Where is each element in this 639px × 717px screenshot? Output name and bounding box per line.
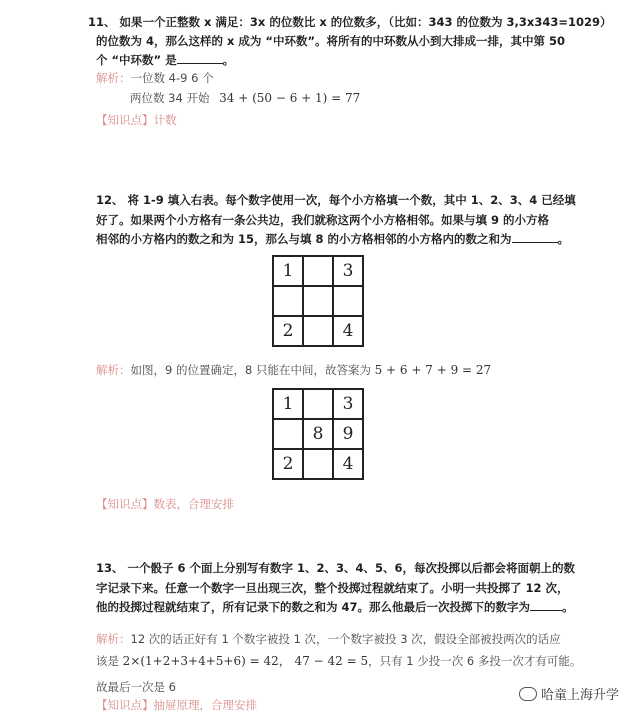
analysis-text: 两位数 34 开始 [130,91,210,105]
q13-line2: 字记录下来。任意一个数字一旦出现三次，整个投掷过程就结束了。小明一共投掷了 12 次， [96,581,569,595]
q11-line3: 个 “中环数” 是 。 [96,53,235,67]
wechat-icon [519,687,537,701]
kp-text: 抽屉原理，合理安排 [153,698,257,712]
q11-analysis-line2 [130,90,360,106]
kp-text: 数表，合理安排 [153,497,234,511]
number-grid-solution [272,388,364,480]
grid-cell: 4 [333,449,363,479]
grid-cell [303,286,333,316]
q13-line3-text: 他的投掷过程就结束了，所有记录下的数之和为 47。那么他最后一次投掷下的数字为 [96,600,531,614]
grid-cell: 1 [273,256,303,286]
analysis-text: 如图，9 的位置确定，8 只能在中间，故答案为 [130,363,371,377]
q12-line3-text: 相邻的小方格内的数之和为 15，那么与填 8 的小方格相邻的小方格内的数之和为 [96,232,512,246]
q13-analysis-line2 [96,652,581,669]
grid-cell [303,389,333,419]
q13-line1: 13、 一个骰子 6 个面上分别写有数字 1、2、3、4、5、6，每次投掷以后都会将面朝上的数 [96,561,576,575]
q12-line1: 12、 将 1-9 填入右表。每个数字使用一次，每个小方格填一个数，其中 1、2、3、4 已经填 [96,193,576,207]
grid-cell: 2 [273,449,303,479]
grid-cell [273,286,303,316]
kp-label: 【知识点】 [96,113,154,127]
q12-line2: 好了。如果两个小方格有一条公共边，我们就称这两个小方格相邻。如果与填 9 的小方格 [96,213,550,227]
watermark [519,684,619,703]
number-grid-question [272,255,364,347]
analysis-text: 12 次的话正好有 1 个数字被投 1 次，一个数字被投 3 次，假设全部被投两次的话应 [130,632,561,646]
kp-label: 【知识点】 [96,497,154,511]
q13-line3: 他的投掷过程就结束了，所有记录下的数之和为 47。那么他最后一次投掷下的数字为 。 [96,600,574,614]
grid-cell [273,419,303,449]
analysis-label: 解析： [96,71,131,85]
q12-knowledge-point [96,496,234,512]
grid-cell [303,449,333,479]
analysis-math: 5 + 6 + 7 + 9 = 27 [374,363,492,377]
grid-cell: 3 [333,389,363,419]
analysis-text: ，只有 1 少投一次 6 多投一次才有可能。 [368,654,582,668]
grid-cell: 8 [303,419,333,449]
watermark-text: 哈童上海升学 [540,688,619,703]
kp-text: 计数 [153,113,177,127]
analysis-math: 2×(1+2+3+4+5+6) = 42， 47 − 42 = 5 [122,654,369,668]
q11-line1: 11、 如果一个正整数 x 满足：3x 的位数比 x 的位数多，（比如：343 的位数为 3,3x343=1029） [88,15,612,29]
grid-cell: 2 [273,316,303,346]
q11-analysis [96,70,214,86]
grid-cell [333,286,363,316]
analysis-label: 解析： [96,363,131,377]
analysis-math: 34 + (50 − 6 + 1) = 77 [219,91,361,105]
q12-line3: 相邻的小方格内的数之和为 15，那么与填 8 的小方格相邻的小方格内的数之和为 。 [96,232,570,246]
grid-cell [303,256,333,286]
q13-analysis [96,631,561,647]
q13-conclusion: 故最后一次是 6 [96,680,176,694]
answer-blank [177,53,223,64]
q12-analysis [96,362,491,378]
answer-blank [530,600,562,611]
q11-line2: 的位数为 4，那么这样的 x 成为 “中环数”。将所有的中环数从小到大排成一排，其中第 50 [96,34,566,48]
grid-cell: 4 [333,316,363,346]
grid-cell [303,316,333,346]
grid-cell: 9 [333,419,363,449]
q11-knowledge-point [96,112,177,128]
q13-knowledge-point [96,697,257,713]
analysis-text: 一位数 4-9 6 个 [130,71,214,85]
grid-cell: 3 [333,256,363,286]
analysis-text: 该是 [96,654,119,668]
answer-blank [512,232,558,243]
q11-line3-text: 个 “中环数” 是 [96,53,177,67]
grid-cell: 1 [273,389,303,419]
analysis-label: 解析： [96,632,131,646]
kp-label: 【知识点】 [96,698,154,712]
